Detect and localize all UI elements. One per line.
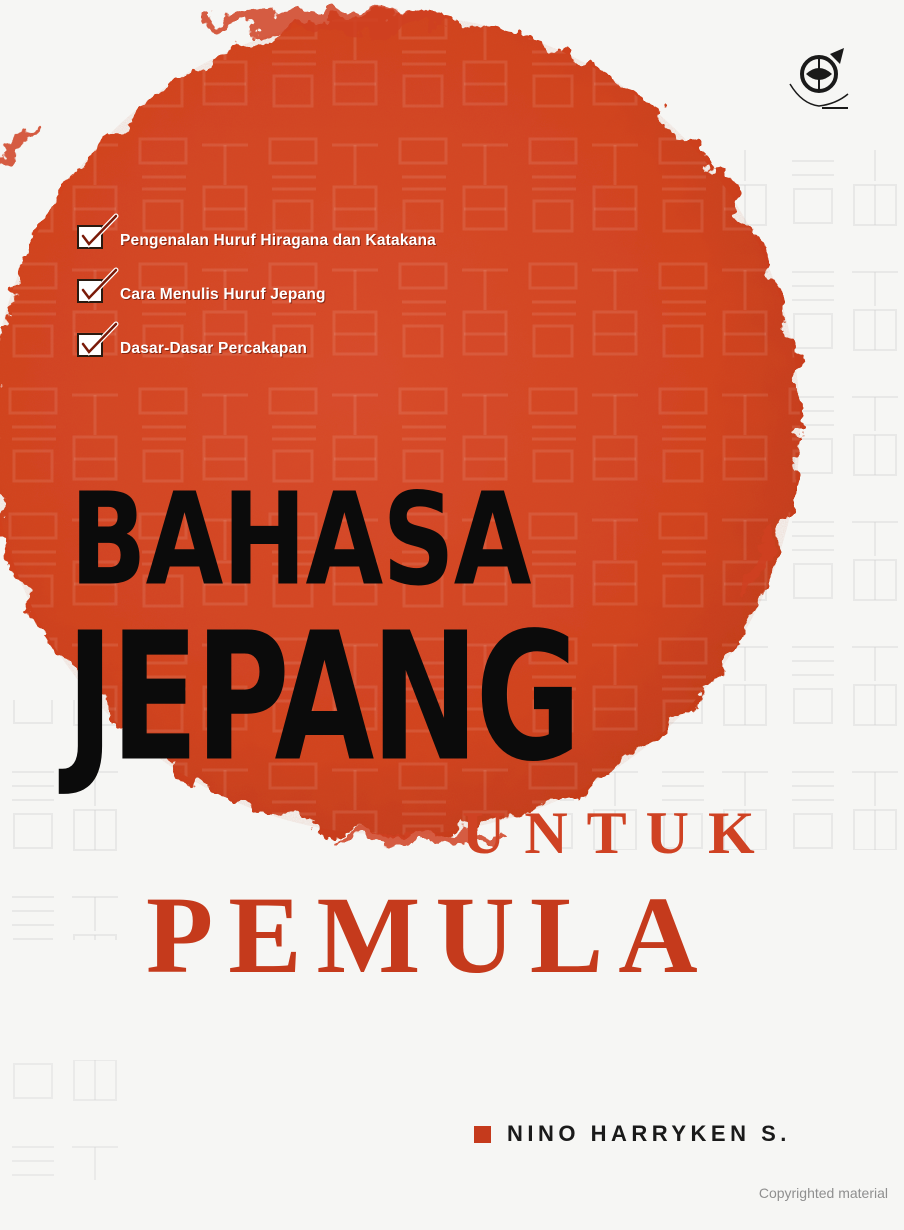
- copyright-watermark: Copyrighted material: [758, 1185, 888, 1201]
- author-block: [474, 1121, 791, 1147]
- checklist-item: [76, 330, 436, 358]
- publisher-globe-logo-icon: [782, 44, 856, 114]
- checklist-label: Pengenalan Huruf Hiragana dan Katakana: [120, 232, 436, 249]
- title-line-1: BAHASA: [70, 466, 531, 614]
- checklist-label: Cara Menulis Huruf Jepang: [120, 286, 326, 303]
- checklist-item: [76, 276, 436, 304]
- checkbox-check-icon: [76, 224, 106, 250]
- subtitle-line-1: UNTUK: [462, 800, 774, 866]
- square-bullet-icon: [474, 1126, 491, 1143]
- checkbox-check-icon: [76, 278, 106, 304]
- subtitle-line-2: PEMULA: [146, 874, 713, 996]
- checklist-item: [76, 222, 436, 250]
- checklist-label: Dasar-Dasar Percakapan: [120, 340, 308, 357]
- feature-checklist: [76, 222, 436, 384]
- title-line-2: JEPANG: [66, 595, 578, 801]
- checkbox-check-icon: [76, 332, 106, 358]
- author-name: NINO HARRYKEN S.: [507, 1121, 791, 1146]
